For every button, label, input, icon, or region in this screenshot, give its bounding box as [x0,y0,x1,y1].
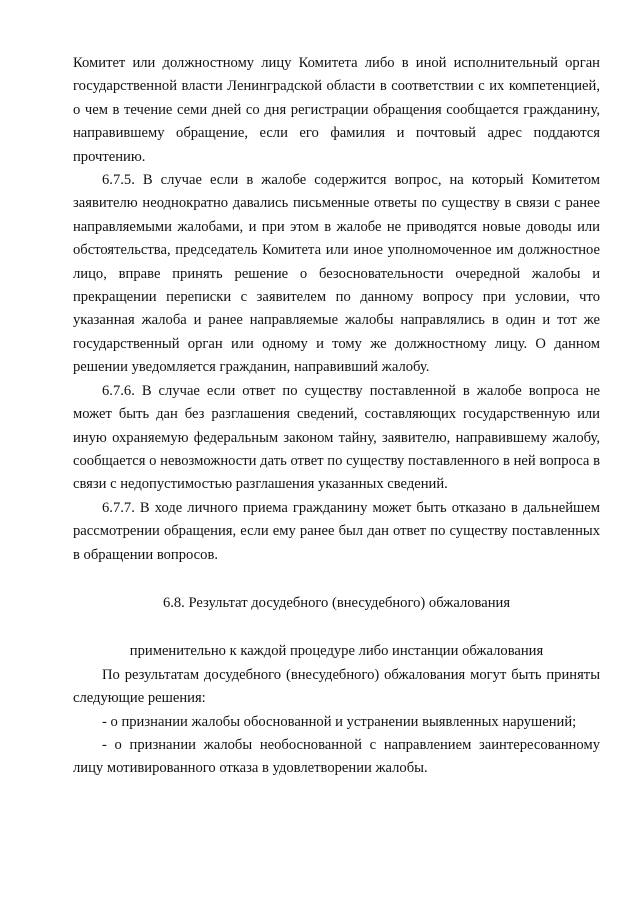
paragraph-continuation: Комитет или должностному лицу Комитета либо в иной исполнительный орган государственной власти Ленинградской области в соответствии с их компетенцией, о чем в течение семи дней со дня регистрации обращения сообщается гражданину, направившему обращение, если его фамилия и почтовый адрес поддаются прочтению. [73,55,600,165]
paragraph-6-7-7: 6.7.7. В ходе личного приема гражданину может быть отказано в дальнейшем рассмотрении обращения, если ему ранее был дан ответ по существу поставленных в обращении вопросов. [73,499,600,563]
paragraph-6-7-5: 6.7.5. В случае если в жалобе содержится вопрос, на который Комитетом заявителю неоднократно давались письменные ответы по существу в связи с ранее направляемыми жалобами, и при этом в жалобе не приводятся новые доводы или обстоятельства, председатель Комитета или иное уполномоченное им должностное лицо, вправе принять решение о безосновательности очередной жалобы и прекращении переписки с заявителем по данному вопросу при условии, что указанная жалоба и ранее направляемые жалобы направлялись в один и тот же государственный орган или одному и тому же должностному лицу. О данном решении уведомляется гражданин, направивший жалобу. [73,172,600,376]
paragraph-decisions-intro: По результатам досудебного (внесудебного) обжалования могут быть приняты следующие решения: [73,666,600,707]
document-page [73,52,600,781]
section-subheading: применительно к каждой процедуре либо инстанции обжалования [129,643,544,660]
section-heading-6-8: 6.8. Результат досудебного (внесудебного) обжалования [162,594,511,611]
paragraph-6-7-6: 6.7.6. В случае если ответ по существу поставленной в жалобе вопроса не может быть дан без разглашения сведений, составляющих государственную или иную охраняемую федеральным законом тайну, заявителю, направившему жалобу, сообщается о невозможности дать ответ по существу поставленного в ней вопроса в связи с недопустимостью разглашения указанных сведений. [73,382,600,493]
list-item-unjustified: - о признании жалобы необоснованной с направлением заинтересованному лицу мотивированного отказа в удовлетворении жалобы. [73,736,600,777]
list-item-justified: - о признании жалобы обоснованной и устранении выявленных нарушений; [102,713,577,730]
